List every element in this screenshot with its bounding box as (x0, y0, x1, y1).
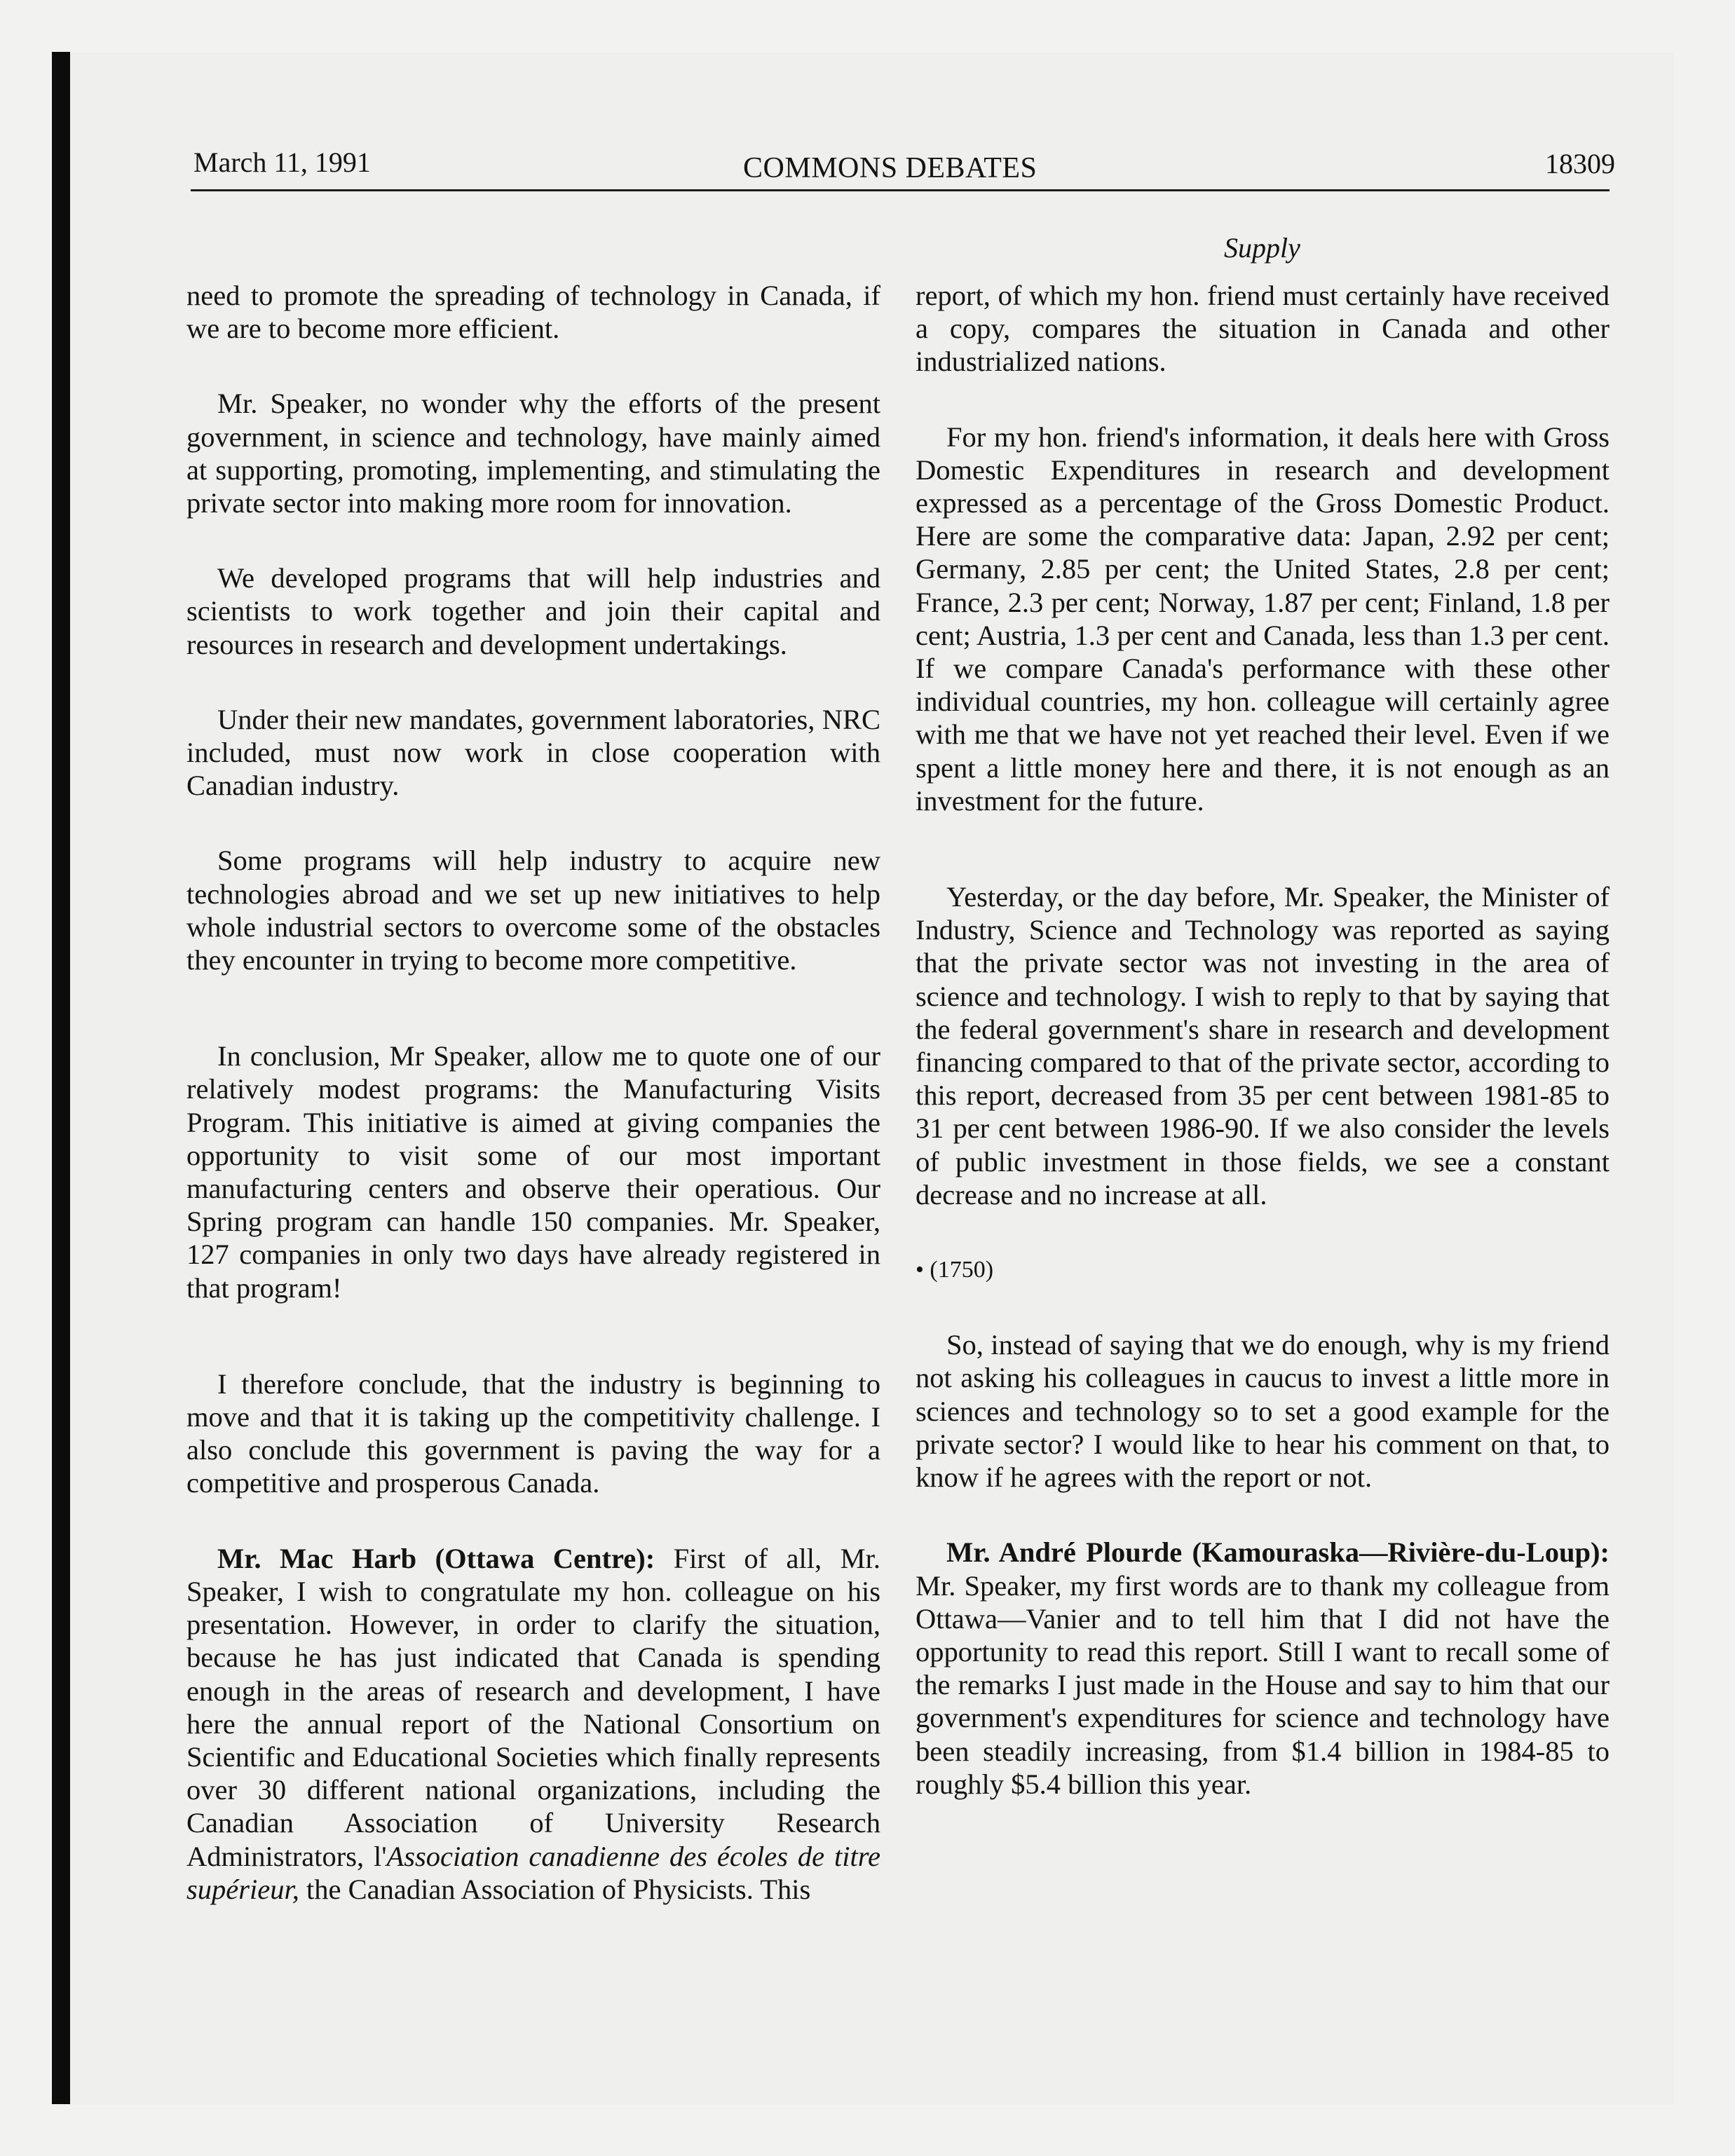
header-title: COMMONS DEBATES (743, 152, 1037, 184)
paragraph: Under their new mandates, government laboratories, NRC included, must now work in close cooperation with Canadian industry. (186, 703, 880, 802)
paragraph: Yesterday, or the day before, Mr. Speaker, the Minister of Industry, Science and Technology was reported as saying that the private sector was not investing in the area of science and technology. I wish to reply to that by saying that the federal government's share in research and development financing compared to that of the private sector, according to this report, decreased from 35 per cent between 1981-85 to 31 per cent between 1986-90. If we also consider the levels of public investment in those fields, we see a constant decrease and no increase at all. (916, 881, 1610, 1210)
paragraph: I therefore conclude, that the industry is beginning to move and that it is taking up the competitivity challenge. I also conclude this government is paving the way for a competitive and prosperous Canada. (186, 1367, 880, 1499)
header-date: March 11, 1991 (193, 146, 371, 178)
header-page-number: 18309 (1545, 148, 1615, 179)
speaker-name: Mr. André Plourde (Kamouraska—Rivière-du-Loup): (946, 1536, 1610, 1569)
left-column (186, 279, 880, 1906)
paragraph: For my hon. friend's information, it deals here with Gross Domestic Expenditures in research and development expressed as a percentage of the Gross Domestic Product. Here are some the comparative data: Japan, 2.92 per cent; Germany, 2.85 per cent; the United States, 2.8 per cent; France, 2.3 per cent; Norway, 1.87 per cent; Finland, 1.8 per cent; Austria, 1.3 per cent and Canada, less than 1.3 per cent. If we compare Canada's performance with these other individual countries, my hon. colleague will certainly agree with me that we have not yet reached their level. Even if we spent a little money here and there, it is not enough as an investment for the future. (916, 421, 1610, 817)
paragraph: need to promote the spreading of technology in Canada, if we are to become more efficient. (186, 280, 880, 345)
paragraph: So, instead of saying that we do enough, why is my friend not asking his colleagues in caucus to invest a little more in sciences and technology so to set a good example for the private sector? I would like to hear his comment on that, to know if he agrees with the report or not. (916, 1329, 1610, 1494)
speech-paragraph (916, 1536, 1610, 1801)
speaker-name: Mr. Mac Harb (Ottawa Centre): (217, 1542, 655, 1574)
time-marker: • (1750) (916, 1257, 994, 1283)
paragraph: In conclusion, Mr Speaker, allow me to quote one of our relatively modest programs: the Manufacturing Visits Program. This initiative is aimed at giving companies the opportunity to visit some of our most important manufacturing centers and observe their operatious. Our Spring program can handle 150 companies. Mr. Speaker, 127 companies in only two days have already registered in that program! (186, 1040, 880, 1304)
speech-text: the Canadian Association of Physicists. This (299, 1873, 811, 1905)
speech-paragraph (186, 1542, 880, 1906)
paragraph: Mr. Speaker, no wonder why the efforts of the present government, in science and technology, have mainly aimed at supporting, promoting, implementing, and stimulating the private sector into making more room for innovation. (186, 388, 880, 519)
binding-edge (52, 52, 70, 2104)
speech-italic: Association canadienne des écoles de titre supérieur, (186, 1840, 881, 1905)
paragraph: Some programs will help industry to acquire new technologies abroad and we set up new initiatives to help whole industrial sectors to overcome some of the obstacles they encounter in trying to become more competitive. (186, 845, 880, 976)
paragraph: report, of which my hon. friend must certainly have received a copy, compares the situation in Canada and other industrialized nations. (916, 280, 1610, 378)
header-rule (191, 189, 1610, 191)
section-title: Supply (1224, 232, 1300, 264)
speech-text: Mr. Speaker, my first words are to thank my colleague from Ottawa—Vanier and to tell him that I did not have the opportunity to read this report. Still I want to recall some of the remarks I just made in the House and say to him that our government's expenditures for science and technology have been steadily increasing, from $1.4 billion in 1984-85 to roughly $5.4 billion this year. (916, 1569, 1610, 1800)
speech-text: First of all, Mr. Speaker, I wish to congratulate my hon. colleague on his presentation. However, in order to clarify the situation, because he has just indicated that Canada is spending enough in the areas of research and development, I have here the annual report of the National Consortium on Scientific and Educational Societies which finally represents over 30 different national organizations, including the Canadian Association of University Research Administrators, l' (186, 1542, 880, 1872)
paragraph: We developed programs that will help industries and scientists to work together and join their capital and resources in research and development undertakings. (186, 562, 880, 660)
right-column (916, 279, 1610, 1801)
